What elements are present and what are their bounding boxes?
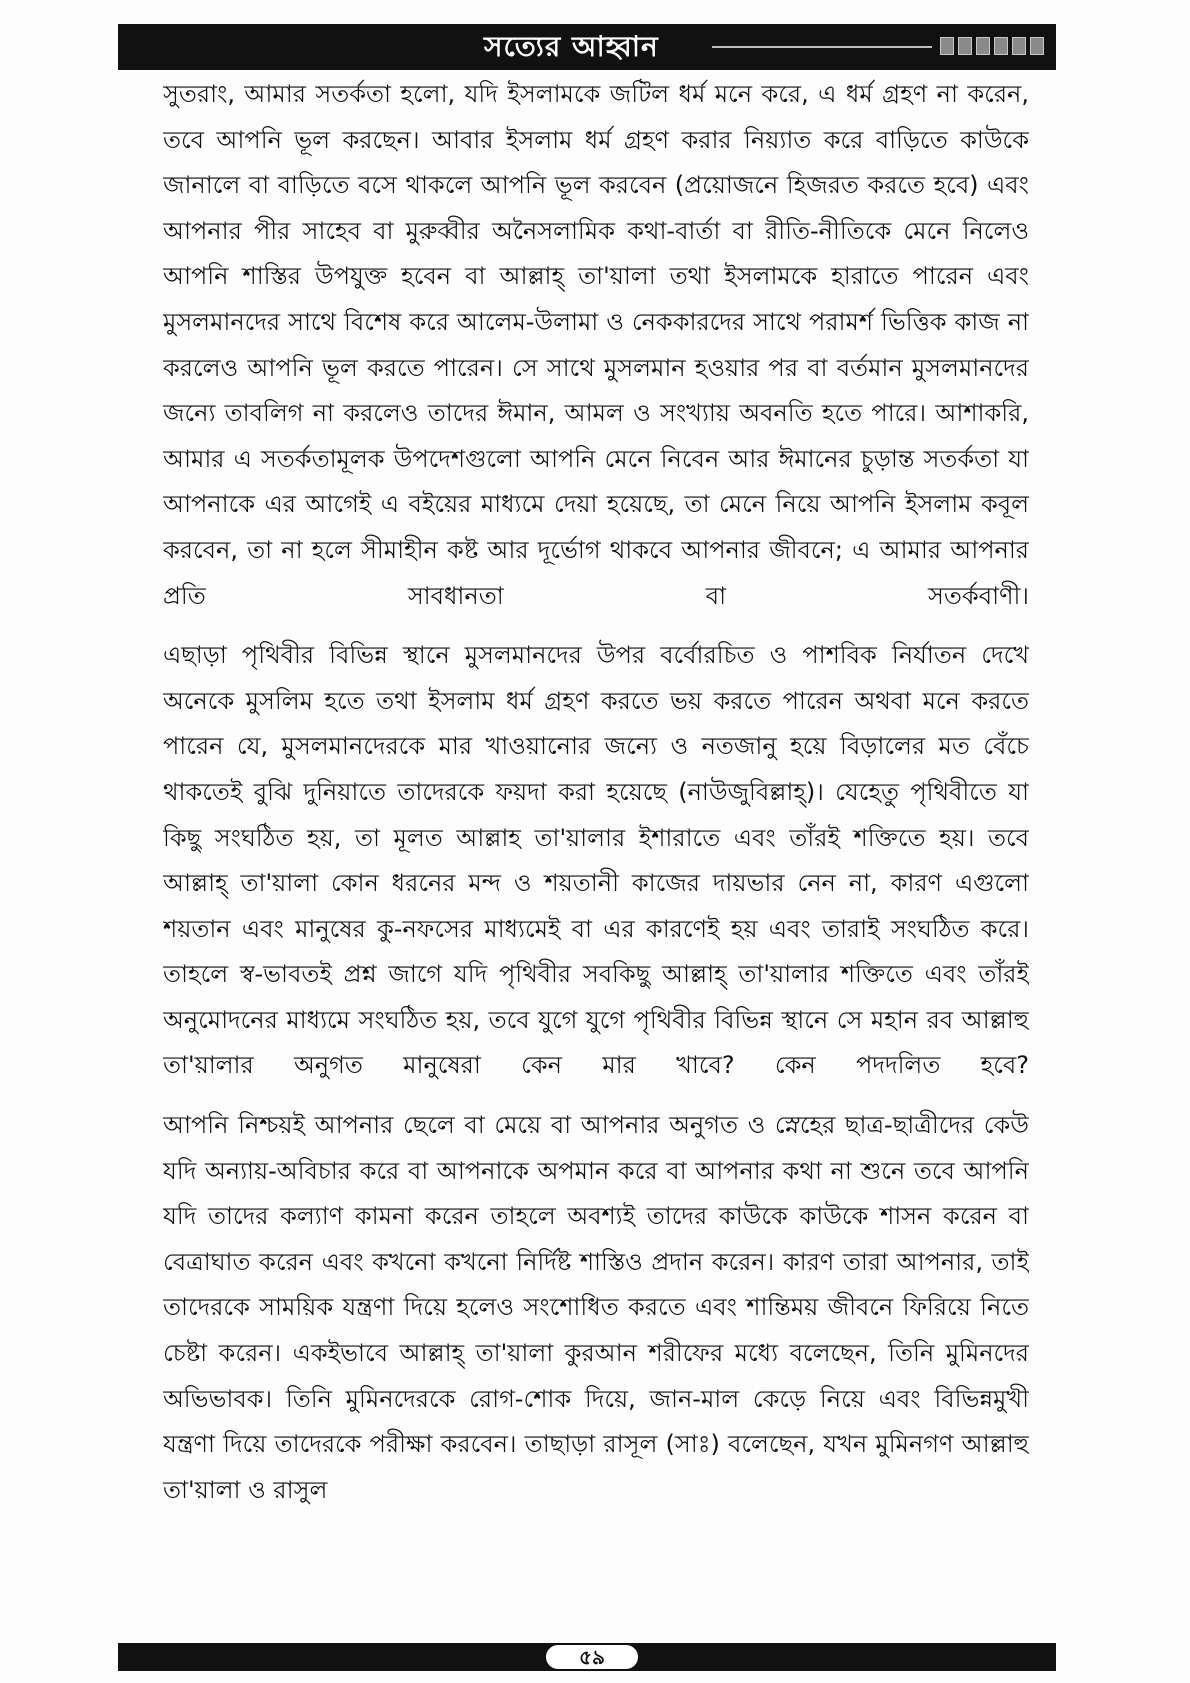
ornament-square [1012, 37, 1026, 55]
running-header-title: সত্যের আহ্বান [484, 30, 659, 63]
header-divider-line [712, 46, 932, 48]
page-number: ৫৯ [544, 1643, 640, 1671]
paragraph-2: এছাড়া পৃথিবীর বিভিন্ন স্থানে মুসলমানদের উপর বর্বোরচিত ও পাশবিক নির্যাতন দেখে অনেকে মুসলিম হতে তথা ইসলাম ধর্ম গ্রহণ করতে ভয় করতে পারেন অথবা মনে করতে পারেন যে, মুসলমানদেরকে মার খাওয়ানোর জন্যে ও নতজানু হয়ে বিড়ালের মত বেঁচে থাকতেই বুঝি দুনিয়াতে তাদেরকে ফয়দা করা হয়েছে (নাউজুবিল্লাহ্)। যেহেতু পৃথিবীতে যা কিছু সংঘঠিত হয়, তা মূলত আল্লাহ তা'য়ালার ইশারাতে এবং তাঁরই শক্তিতে হয়। তবে আল্লাহ্ তা'য়ালা কোন ধরনের মন্দ ও শয়তানী কাজের দায়ভার নেন না, কারণ এগুলো শয়তান এবং মানুষের কু-নফসের মাধ্যমেই বা এর কারণেই হয় এবং তারাই সংঘঠিত করে। তাহলে স্ব-ভাবতই প্রশ্ন জাগে যদি পৃথিবীর সবকিছু আল্লাহ্ তা'য়ালার শক্তিতে এবং তাঁরই অনুমোদনের মাধ্যমে সংঘঠিত হয়, তবে যুগে যুগে পৃথিবীর বিভিন্ন স্থানে সে মহান রব আল্লাহু তা'য়ালার অনুগত মানুষেরা কেন মার খাবে? কেন পদদলিত হবে? [163, 641, 1029, 1080]
ornament-square [940, 37, 954, 55]
ornament-square [1030, 37, 1044, 55]
page-body [163, 72, 1029, 1602]
ornament-square [994, 37, 1008, 55]
paragraph-1: সুতরাং, আমার সতর্কতা হলো, যদি ইসলামকে জটিল ধর্ম মনে করে, এ ধর্ম গ্রহণ না করেন, তবে আপনি ভূল করছেন। আবার ইসলাম ধর্ম গ্রহণ করার নিয়্যাত করে বাড়িতে কাউকে জানালে বা বাড়িতে বসে থাকলে আপনি ভূল করবেন (প্রয়োজনে হিজরত করতে হবে) এবং আপনার পীর সাহেব বা মুরুব্বীর অনৈসলামিক কথা-বার্তা বা রীতি-নীতিকে মেনে নিলেও আপনি শাস্তির উপযুক্ত হবেন বা আল্লাহ্ তা'য়ালা তথা ইসলামকে হারাতে পারেন এবং মুসলমানদের সাথে বিশেষ করে আলেম-উলামা ও নেককারদের সাথে পরামর্শ ভিত্তিক কাজ না করলেও আপনি ভূল করতে পারেন। সে সাথে মুসলমান হওয়ার পর বা বর্তমান মুসলমানদের জন্যে তাবলিগ না করলেও তাদের ঈমান, আমল ও সংখ্যায় অবনতি হতে পারে। আশাকরি, আমার এ সতর্কতামূলক উপদেশগুলো আপনি মেনে নিবেন আর ঈমানের চুড়ান্ত সতর্কতা যা আপনাকে এর আগেই এ বইয়ের মাধ্যমে দেয়া হয়েছে, তা মেনে নিয়ে আপনি ইসলাম কবূল করবেন, তা না হলে সীমাহীন কষ্ট আর দূর্ভোগ থাকবে আপনার জীবনে; এ আমার আপনার প্রতি সাবধানতা বা সতর্কবাণী। [163, 80, 1029, 610]
ornament-square [958, 37, 972, 55]
header-ornament [940, 37, 1044, 57]
paragraph-3: আপনি নিশ্চয়ই আপনার ছেলে বা মেয়ে বা আপনার অনুগত ও স্নেহের ছাত্র-ছাত্রীদের কেউ যদি অন্যায়-অবিচার করে বা আপনাকে অপমান করে বা আপনার কথা না শুনে তবে আপনি যদি তাদের কল্যাণ কামনা করেন তাহলে অবশ্যই তাদের কাউকে কাউকে শাসন করেন বা বেত্রাঘাত করেন এবং কখনো কখনো নির্দিষ্ট শাস্তিও প্রদান করেন। কারণ তারা আপনার, তাই তাদেরকে সাময়িক যন্ত্রণা দিয়ে হলেও সংশোধিত করতে এবং শান্তিময় জীবনে ফিরিয়ে নিতে চেষ্টা করেন। একইভাবে আল্লাহ্ তা'য়ালা কুরআন শরীফের মধ্যে বলেছেন, তিনি মুমিনদের অভিভাবক। তিনি মুমিনদেরকে রোগ-শোক দিয়ে, জান-মাল কেড়ে নিয়ে এবং বিভিন্নমুখী যন্ত্রণা দিয়ে তাদেরকে পরীক্ষা করবেন। তাছাড়া রাসূল (সাঃ) বলেছেন, যখন মুমিনগণ আল্লাহু তা'য়ালা ও রাসুল [163, 1111, 1029, 1504]
ornament-square [976, 37, 990, 55]
